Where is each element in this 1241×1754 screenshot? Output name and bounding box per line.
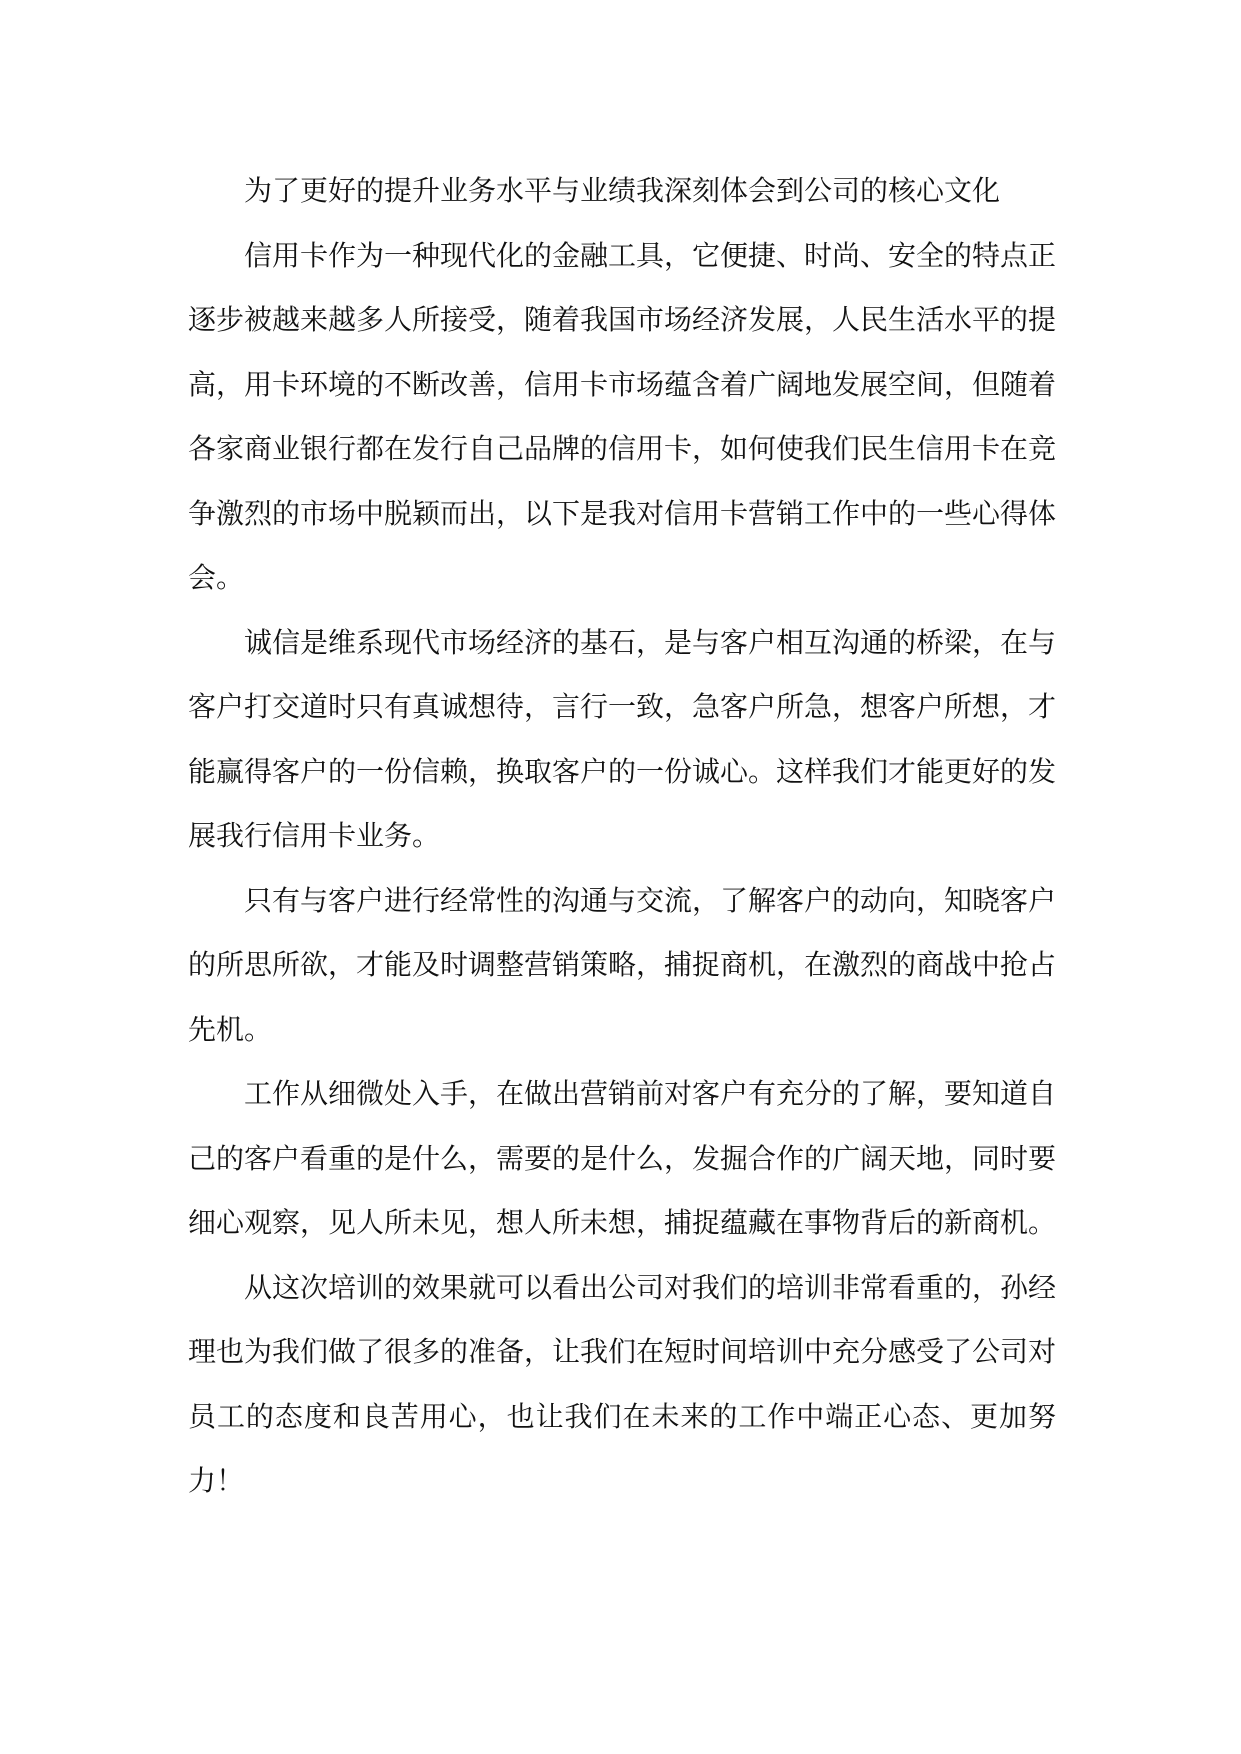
paragraph-communication: 只有与客户进行经常性的沟通与交流，了解客户的动向，知晓客户的所思所欲，才能及时调整营销策略，捕捉商机，在激烈的商战中抢占先机。 (188, 883, 1057, 1046)
paragraph-core-culture: 为了更好的提升业务水平与业绩我深刻体会到公司的核心文化 (244, 174, 1001, 207)
document-body (188, 159, 1056, 1514)
paragraph-credit-card-intro: 信用卡作为一种现代化的金融工具，它便捷、时尚、安全的特点正逐步被越来越多人所接受，随着我国市场经济发展，人民生活水平的提高，用卡环境的不断改善，信用卡市场蕴含着广阔地发展空间，但随着各家商业银行都在发行自己品牌的信用卡，如何使我们民生信用卡在竞争激烈的市场中脱颖而出，以下是我对信用卡营销工作中的一些心得体会。 (188, 238, 1057, 594)
paragraph-attention-to-detail: 工作从细微处入手，在做出营销前对客户有充分的了解，要知道自己的客户看重的是什么，需要的是什么，发掘合作的广阔天地，同时要细心观察，见人所未见，想人所未想，捕捉蕴藏在事物背后的新商机。 (188, 1077, 1057, 1239)
paragraph-integrity: 诚信是维系现代市场经济的基石，是与客户相互沟通的桥梁，在与客户打交道时只有真诚想待，言行一致，急客户所急，想客户所想，才能赢得客户的一份信赖，换取客户的一份诚心。这样我们才能更好的发展我行信用卡业务。 (188, 625, 1057, 852)
paragraph-training-conclusion: 从这次培训的效果就可以看出公司对我们的培训非常看重的，孙经理也为我们做了很多的准备，让我们在短时间培训中充分感受了公司对员工的态度和良苦用心，也让我们在未来的工作中端正心态、更加努力！ (188, 1270, 1057, 1497)
